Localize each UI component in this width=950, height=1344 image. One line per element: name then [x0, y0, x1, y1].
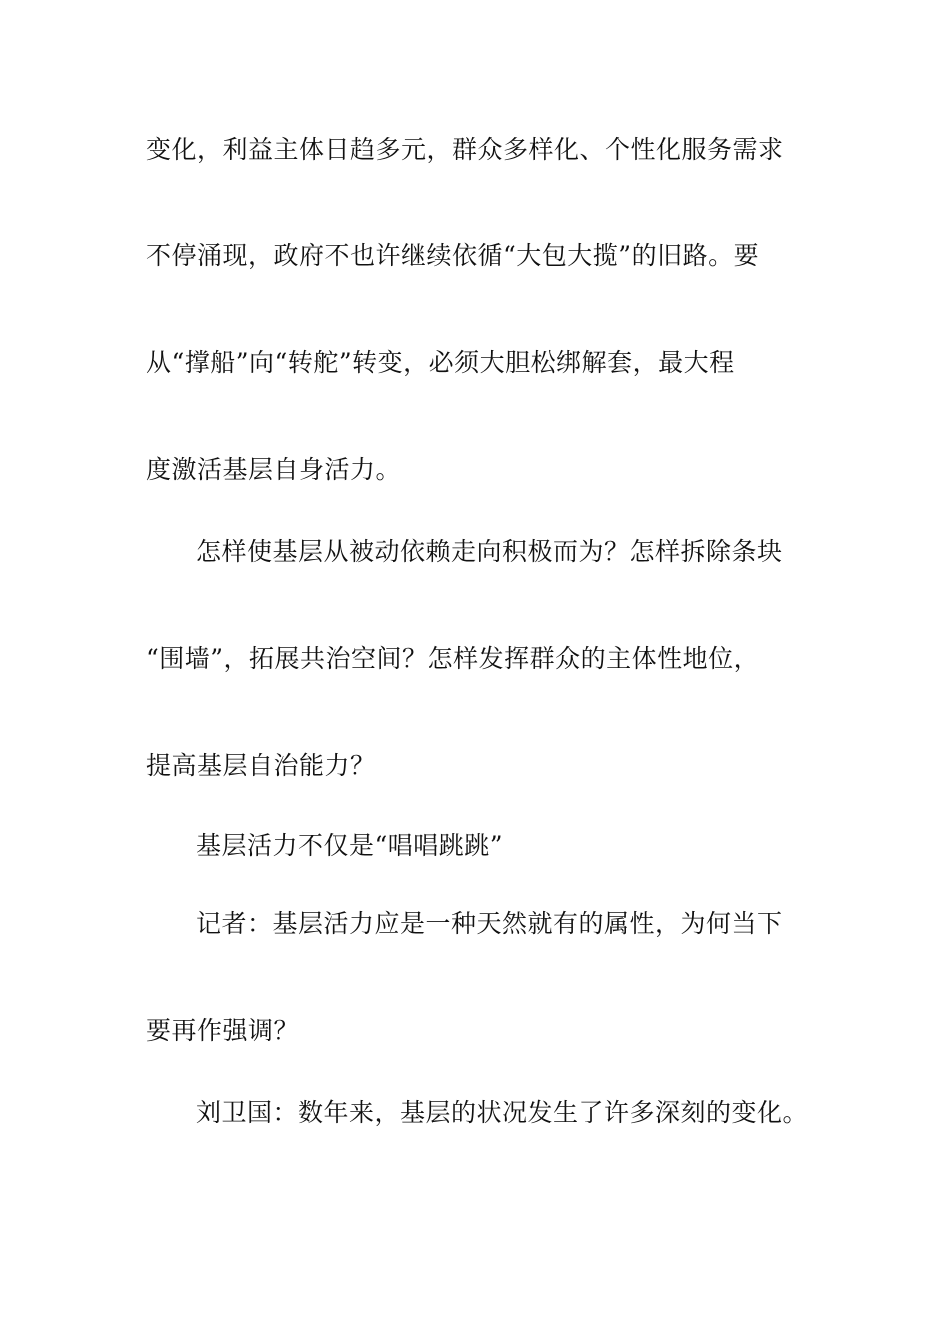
paragraph-line: 不停涌现，政府不也许继续依循“大包大揽”的旧路。要	[146, 241, 760, 270]
paragraph-line: 要再作强调？	[146, 1016, 300, 1045]
paragraph-line: 从“撑船”向“转舵”转变，必须大胆松绑解套，最大程	[146, 348, 735, 377]
paragraph-line: 变化，利益主体日趋多元，群众多样化、个性化服务需求	[146, 135, 784, 164]
section-heading: 基层活力不仅是“唱唱跳跳”	[196, 831, 504, 860]
paragraph-line: 怎样使基层从被动依赖走向积极而为？怎样拆除条块	[196, 537, 783, 566]
paragraph-line: 提高基层自治能力？	[146, 751, 376, 780]
paragraph-line: 度激活基层自身活力。	[146, 455, 402, 484]
paragraph-line: 刘卫国：数年来，基层的状况发生了许多深刻的变化。	[196, 1098, 809, 1127]
paragraph-line: 记者：基层活力应是一种天然就有的属性，为何当下	[196, 909, 783, 938]
paragraph-line: “围墙”，拓展共治空间？怎样发挥群众的主体性地位，	[146, 644, 760, 673]
